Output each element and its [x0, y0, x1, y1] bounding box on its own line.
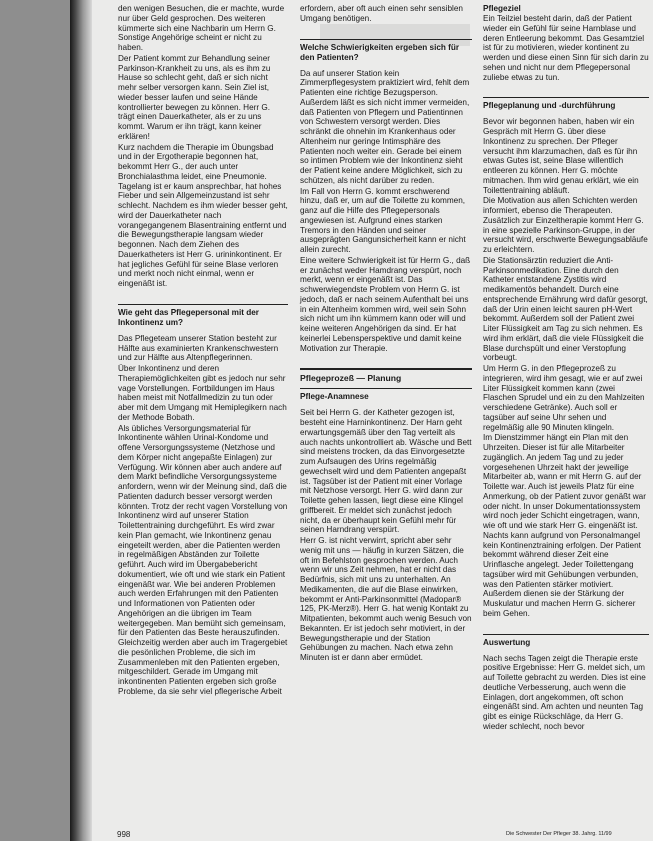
- paragraph: Im Dienstzimmer hängt ein Plan mit den Uhrzeiten. Dieser ist für alle Mitarbeiter zugänglich. An jedem Tag und zu jeder vorgesehenen Uhrzeit hakt der jeweilige Mitarbeiter ab, wann er mit Herrn G. auf der Toilette war. Auch ist jeweils Platz für eine Anmerkung, ob der Patient zuvor genäßt war oder nicht. In unser Dokumentationssystem wird noch jeder Schicht eingetragen, wann, wie oft und wie stark Herr G. eingenäßt ist. Nachts kann aufgrund von Personalmangel kein Kontinenztraining erfolgen. Der Patient bekommt während dieser Zeit eine Urinflasche angelegt. Jeder Toilettengang tagsüber wird mit Gehübungen verbunden, was den Patienten stärker motiviert. Außerdem dienen sie der Stärkung der Muskulatur und machen Herrn G. sicherer beim Gehen.: [483, 433, 646, 618]
- book-binding-shadow: [70, 0, 92, 841]
- section-heading: Welche Schwierigkeiten ergeben sich für den Patienten?: [300, 42, 460, 62]
- column-middle: [300, 4, 472, 664]
- paragraph: Die Stationsärztin reduziert die Anti-Parkinsonmedikation. Eine durch den Katheter entstandene Zystitis wird medikamentös behandelt. Durch eine entsprechende Ernährung wird dafür gesorgt, daß der Urin einen leicht sauren pH-Wert bekommt. Außerdem soll der Patient zwei Liter Flüssigkeit am Tag zu sich nehmen. Es wird ihm erklärt, daß die viele Flüssigkeit die Blase durchspült und einer Verstopfung vorbeugt.: [483, 255, 648, 363]
- paragraph: den wenigen Besuchen, die er machte, wurde nur über Geld gesprochen. Des weiteren kümmerte sich eine Nachbarin um Herrn G. Sonstige Angehörige scheint er nicht zu haben.: [118, 4, 285, 52]
- section-divider: [118, 304, 288, 305]
- section-heading: Auswertung: [483, 637, 531, 647]
- subsection-heading: Pflege-Anamnese: [300, 392, 369, 402]
- paragraph: Seit bei Herrn G. der Katheter gezogen ist, besteht eine Harninkontinenz. Der Harn geht erwartungsgemäß über den Tag verteilt als auch nachts unkontrolliert ab. Wäsche und Bett sind meistens trocken, da das Einvorgesetzte zum Aufsaugen des Urins regelmäßig gewechselt wird und dem Patienten angepaßt ist. Tagsüber ist der Patient mit einer Vorlage mit Netzhose versorgt. Herr G. wird dann zur Toilette gehen lassen, liegt diese eine Klingel griffbereit. Er meldet sich zunächst jedoch nicht, da er überhaupt kein Gefühl mehr für seinen Harndrang verspürt.: [300, 408, 472, 535]
- section-heading: Pflegeprozeß — Planung: [300, 373, 402, 384]
- column-right: [483, 4, 649, 733]
- paragraph: Ein Teilziel besteht darin, daß der Patient wieder ein Gefühl für seine Harnblase und deren Entleerung bekommt. Das Gesamtziel ist für zu motivieren, wieder kontinent zu werden und diese einen Sinn für sich darin zu sehen und nicht nur dem Pflegepersonal zuliebe etwas zu tun.: [483, 14, 649, 82]
- paragraph: Eine weitere Schwierigkeit ist für Herrn G., daß er zunächst weder Hamdrang verspürt, noch merkt, wenn er eingenäßt ist. Das schwerwiegendste Problem von Herrn G. ist jedoch, daß er nach seinem Aufenthalt bei uns in ein Altenheim kommen wird, weil sein Sohn sich nicht um ihn kümmern kann oder will und keine weiteren Angehörigen da sind. Er hat keinerlei Lebensperspektive und damit keine Motivation zur Therapie.: [300, 255, 471, 353]
- paragraph: Im Fall von Herrn G. kommt erschwerend hinzu, daß er, um auf die Toilette zu kommen, ganz auf die Hilfe des Pflegepersonals angewiesen ist. Aufgrund eines starken Tremors in den Händen und seiner ausgeprägten Gangunsicherheit kann er nicht allein zurecht.: [300, 186, 466, 254]
- section-divider: [483, 97, 649, 98]
- paragraph: Herr G. ist nicht verwirrt, spricht aber sehr wenig mit uns — häufig in kurzen Sätzen, die oft im Befehlston gesprochen werden. Auch wenn wir uns Zeit nehmen, hat er nicht das Bedürfnis, sich mit uns zu unterhalten. An Medikamenten, die auf die Blase einwirken, bekommt er Anti-Parkinsonmittel (Madopar® 125, PK-Merz®). Herr G. hat wenig Kontakt zu Mitpatienten, bekommt auch wenig Besuch von Bekannten. Er ist jedoch sehr motiviert, in der Bewegungstherapie und der Station Gehübungen zu machen. Nach etwa zehn Minuten ist er dann aber ermüdet.: [300, 536, 472, 662]
- paragraph: Um Herrn G. in den Pflegeprozeß zu integrieren, wird ihm gesagt, wie er auf zwei Liter Flüssigkeit kommen kann (zwei Flaschen Sprudel und ein zu den Mahlzeiten verschiedene Getränke). Auch soll er tagsüber auf seine Uhr sehen und regelmäßig alle 90 Minuten klingeln.: [483, 364, 645, 432]
- journal-footer: Die Schwester Der Pfleger 38. Jahrg. 11/99: [506, 831, 612, 837]
- paragraph: Nach sechs Tagen zeigt die Therapie erste positive Ergebnisse: Herr G. meldet sich, um auf Toilette gebracht zu werden. Dies ist eine deutliche Verbesserung, auch wenn die Einlagen, dort angekommen, oft schon eingenäßt sind. Am achten und neunten Tag gibt es einige Rückschläge, da Herr G. wieder schlecht, noch bevor: [483, 653, 646, 731]
- paragraph: Die Motivation aus allen Schichten werden informiert, ebenso die Therapeuten. Zusätzlich zur Einzeltherapie kommt Herr G. in eine spezielle Parkinson-Gruppe, in der versucht wird, erschwerte Bewegungsabläufe zu erleichtern.: [483, 196, 648, 254]
- section-divider: [483, 634, 649, 635]
- section-heading: Pflegeziel: [483, 4, 521, 13]
- paragraph: erfordern, aber oft auch einen sehr sensiblen Umgang benötigen.: [300, 4, 463, 23]
- page-number: 998: [117, 830, 131, 839]
- column-left: [118, 4, 288, 698]
- paragraph: Bevor wir begonnen haben, haben wir ein Gespräch mit Herrn G. über diese Inkontinenz zu sprechen. Der Pfleger versucht ihm klarzumachen, daß es für ihn etwas Gutes ist, seine Blase willentlich entleeren zu können. Herr G. möchte mitmachen. Ihm wird genau erklärt, wie ein Toilettentraining abläuft.: [483, 117, 639, 195]
- paragraph: Da auf unserer Station kein Zimmerpflegesystem praktiziert wird, fehlt dem Patienten eine richtige Bezugsperson. Außerdem läßt es sich nicht immer vermeiden, daß Patienten von Pflegern und Patientinnen von Schwestern versorgt werden. Dies schränkt die ohnehin im Krankenhaus oder Altenheim nur geringe Intimsphäre des Patienten noch weiter ein. Gerade bei einem so intimen Problem wie der Inkontinenz sieht der Patient keine andere Möglichkeit, sich zu schützen, als nicht darüber zu reden.: [300, 68, 470, 185]
- journal-page: [70, 0, 653, 841]
- section-divider: [300, 39, 472, 40]
- section-heading: Wie geht das Pflegepersonal mit der Inkontinenz um?: [118, 307, 259, 327]
- section-divider: [300, 388, 472, 389]
- section-divider: [300, 368, 472, 370]
- paragraph: Als übliches Versorgungsmaterial für Inkontinente wählen Urinal-Kondome und offene Versorgungssysteme (Netzhose und dem Körper nicht angepaßte Einlagen) zur Verfügung. Wir können aber auch andere auf dem Markt befindliche Versorgungssysteme anfordern, wenn wir der Meinung sind, daß die Patienten dadurch besser versorgt werden könnten. Trotz der recht vagen Vorstellung von Inkontinenz wird auf unserer Station Toilettentraining durchgeführt. Es wird zwar kein Plan gemacht, wie Inkontinenz genau eingeteilt werden, aber die Patienten werden in regelmäßigen Abständen zur Toilette geführt. Auch wird im Übergabebericht dokumentiert, wie oft und wie stark ein Patient eingenäßt war. Wie bei anderen Problemen auch werden Erfahrungen mit den Patienten und Informationen von Patienten oder Angehörigen an die übrigen im Team weitergegeben. Man bemüht sich gemeinsam, für den Patienten das Beste herauszufinden. Gleichzeitig werden aber auch im Tragergebiet die pesönlichen Probleme, die sich im Zusammenleben mit den Patienten ergeben, mitgeschildert. Gerade im Umgang mit inkontinenten Patienten ergeben sich große Probleme, da sie sehr viel pflegerische Arbeit: [118, 423, 288, 696]
- paragraph: Kurz nachdem die Therapie im Übungsbad und in der Ergotherapie begonnen hat, bekommt Herr G., der auch unter Bronchialasthma leidet, eine Pneumonie. Tagelang ist er kaum ansprechbar, hat hohes Fieber und sein Allgemeinzustand ist sehr schlecht. Nachdem es ihm wieder besser geht, wird der Dauerkatheter nach vorangegangenem Blasentraining entfernt und die Bewegungstherapie langsam wieder begonnen. Nach dem Ziehen des Dauerkatheters ist Herr G. urininkontinent. Er hat jegliches Gefühl für seine Blase verloren und merkt noch nicht einmal, wenn er eingenäßt ist.: [118, 142, 288, 288]
- paragraph: Der Patient kommt zur Behandlung seiner Parkinson-Krankheit zu uns, als es ihm zu Hause so schlecht geht, daß er sich nicht mehr selber versorgen kann. Sein Ziel ist, wieder besser laufen und seine Hände kontrollierter bewegen zu können. Herr G. trägt einen Dauerkatheter, als er zu uns kommt. Warum er ihn trägt, kann keiner erklären!: [118, 53, 271, 141]
- paragraph: Das Pflegeteam unserer Station besteht zur Hälfte aus examinierten Krankenschwestern und zur Hälfte aus Altenpflegerinnen.: [118, 333, 279, 363]
- section-heading: Pflegeplanung und -durchführung: [483, 101, 616, 111]
- paragraph: Über Inkontinenz und deren Therapiemöglichkeiten gibt es jedoch nur sehr vage Vorstellungen. Fortbildungen im Haus haben meist mit Notfallmedizin zu tun oder aber mit dem Umgang mit Hemiplegikern nach der Methode Bobath.: [118, 364, 287, 422]
